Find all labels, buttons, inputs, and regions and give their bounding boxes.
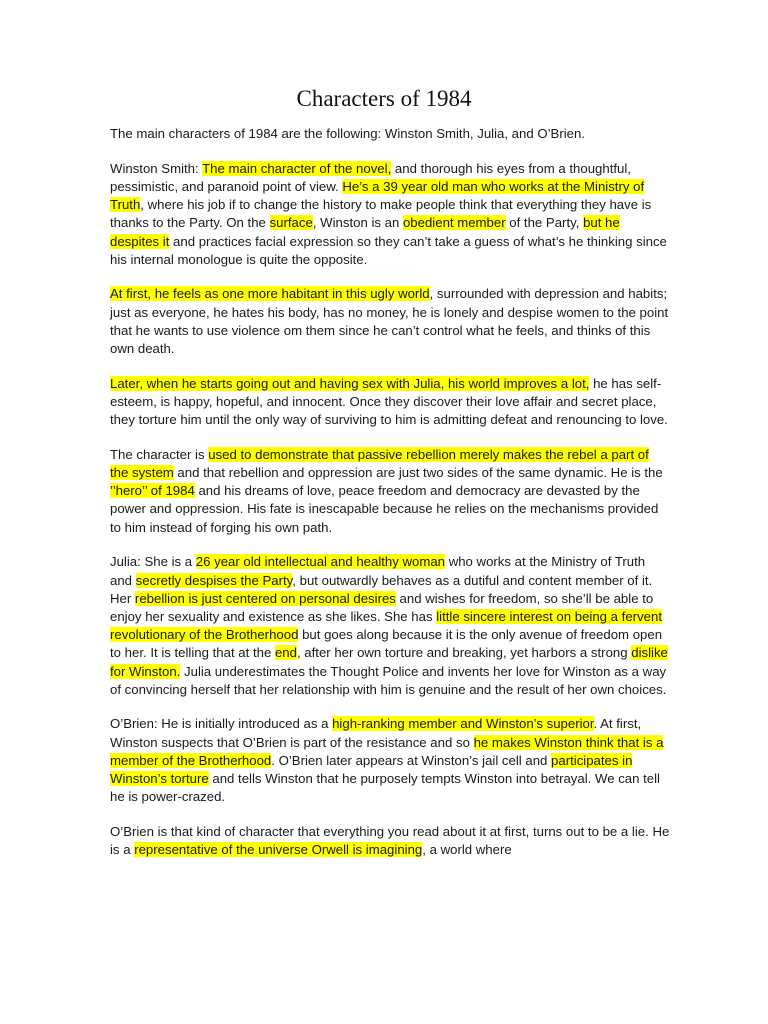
highlighted-text: obedient member	[402, 215, 506, 231]
highlighted-text: rebellion is just centered on personal desires	[134, 590, 396, 606]
highlighted-text: participates in Winston’s torture	[110, 752, 633, 787]
highlighted-text: representative of the universe Orwell is imagining	[134, 842, 423, 858]
highlighted-text: The main character of the novel,	[202, 160, 392, 176]
text-run: he has self-esteem, is happy, hopeful, and innocent. Once they discover their love affair and secret place, they torture him until the only way of surviving to him is admitting defeat and renouncing to love.	[110, 375, 668, 428]
paragraph	[110, 160, 670, 269]
text-run: and practices facial expression so they can’t take a guess of what’s he thinking since his internal monologue is quite the opposite.	[110, 233, 667, 267]
paragraph	[110, 553, 670, 699]
text-run: and his dreams of love, peace freedom and democracy are devasted by the power and oppression. His fate is inescapable because he relies on the mechanisms provided to him instead of forging his own path.	[110, 483, 659, 535]
text-run: of the Party,	[505, 215, 584, 231]
document-title: Characters of 1984	[296, 86, 472, 111]
highlighted-text: used to demonstrate that passive rebellion merely makes the rebel a part of the system	[110, 446, 649, 481]
highlighted-text: high-ranking member and Winston’s superior	[332, 716, 594, 732]
text-run: , but outwardly behaves as a dutiful and content member of it. Her	[110, 572, 653, 606]
text-run: and tells Winston that he purposely tempts Winston into betrayal. We can tell he is power-crazed.	[110, 771, 660, 805]
paragraph	[110, 375, 670, 430]
paragraph	[110, 285, 670, 358]
highlighted-text: but he despites it	[110, 215, 620, 249]
text-run: . At first, Winston suspects that O’Brien is part of the resistance and so	[110, 716, 642, 750]
highlighted-text: secretly despises the Party	[135, 572, 293, 588]
text-run: Julia: She is a	[110, 554, 196, 570]
text-run: , a world where	[422, 842, 512, 858]
text-run: , after her own torture and breaking, yet harbors a strong	[296, 645, 632, 661]
highlighted-text: 26 year old intellectual and healthy woman	[195, 554, 446, 570]
document-body	[110, 125, 670, 876]
text-run: , surrounded with depression and habits; just as everyone, he hates his body, has no money, he is lonely and despise women to the point that he wants to use violence om them since he can’t control what he feels, and thinks of this own death.	[110, 286, 669, 357]
text-run: and wishes for freedom, so she’ll be able to enjoy her sexuality and existence as she likes. She has	[110, 590, 654, 624]
highlighted-text: dislike for Winston.	[110, 645, 668, 679]
text-run: The main characters of 1984 are the following: Winston Smith, Julia, and O’Brien.	[110, 126, 585, 141]
text-run: O’Brien: He is initially introduced as a	[110, 716, 333, 732]
highlighted-text: little sincere interest on being a fervent revolutionary of the Brotherhood	[110, 608, 662, 643]
text-run: , where his job if to change the history to make people think that everything they have is thanks to the Party. On the	[110, 197, 652, 231]
highlighted-text: he makes Winston think that is a member of the Brotherhood	[110, 734, 664, 768]
text-run: Julia underestimates the Thought Police and invents her love for Winston as a way of convincing herself that her relationship with him is genuine and the result of her own choices.	[110, 663, 667, 697]
paragraph	[110, 125, 670, 143]
paragraph	[110, 715, 670, 806]
text-run: The character is	[110, 446, 209, 462]
text-run: who works at the Ministry of Truth and	[110, 554, 646, 588]
highlighted-text: He’s a 39 year old man who works at the Ministry of Truth	[110, 178, 645, 213]
text-run: , Winston is an	[312, 215, 403, 231]
highlighted-text: ’’hero’’ of 1984	[110, 483, 195, 499]
paragraph	[110, 823, 670, 859]
paragraph	[110, 446, 670, 537]
highlighted-text: At first, he feels as one more habitant in this ugly world	[110, 286, 430, 302]
highlighted-text: Later, when he starts going out and having sex with Julia, his world improves a lot,	[110, 375, 590, 391]
highlighted-text: end	[274, 645, 297, 661]
text-run: . O’Brien later appears at Winston’s jail cell and	[271, 752, 552, 768]
text-run: Winston Smith:	[110, 160, 203, 176]
text-run: O’Brien is that kind of character that everything you read about it at first, turns out to be a lie. He is a	[110, 824, 670, 858]
text-run: and that rebellion and oppression are just two sides of the same dynamic. He is the	[173, 465, 663, 481]
text-run: and thorough his eyes from a thoughtful, pessimistic, and paranoid point of view.	[110, 160, 631, 194]
highlighted-text: surface	[269, 215, 313, 231]
text-run: but goes along because it is the only avenue of freedom open to her. It is telling that at the	[110, 627, 663, 661]
